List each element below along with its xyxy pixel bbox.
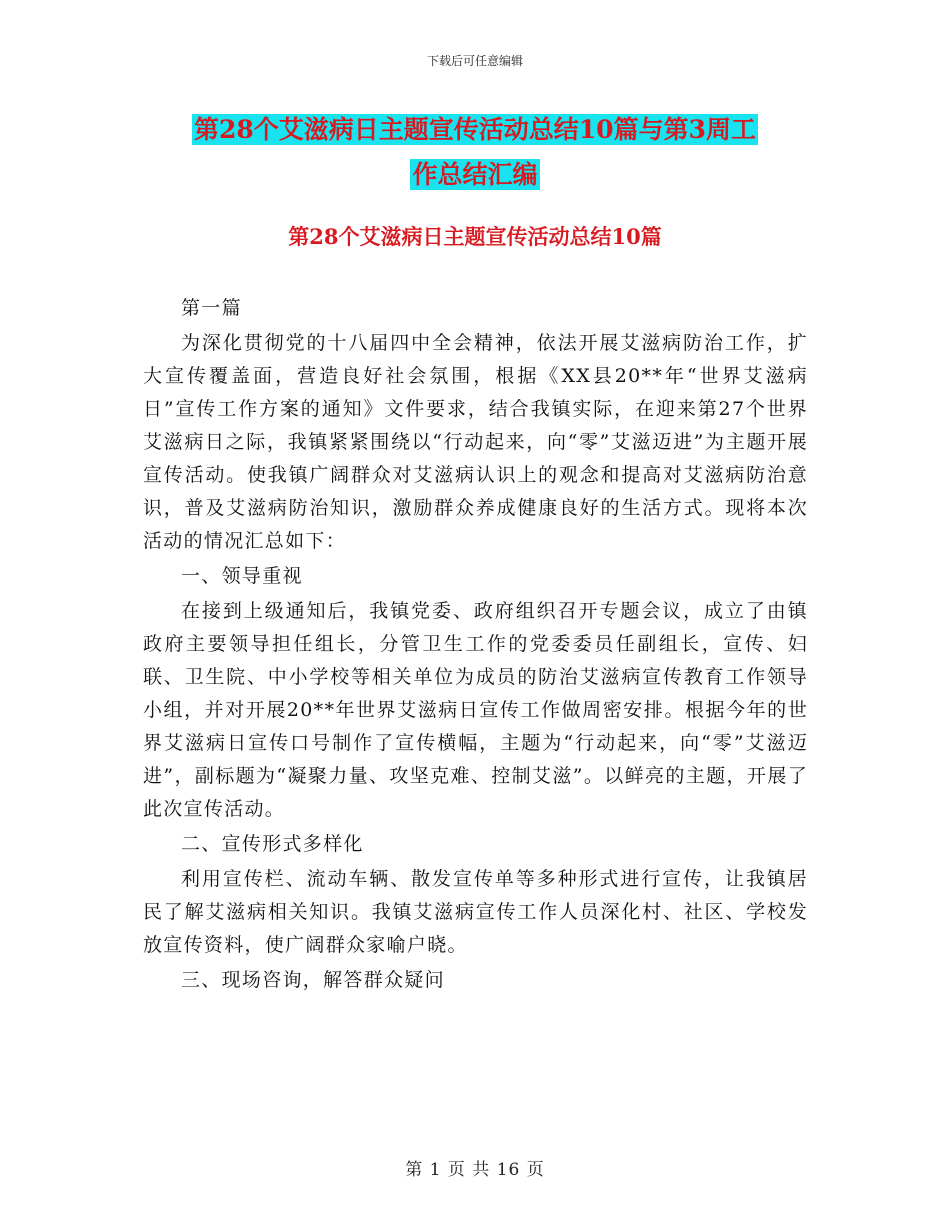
paragraph-leadership: 在接到上级通知后，我镇党委、政府组织召开专题会议，成立了由镇政府主要领导担任组长，分管卫生工作的党委委员任副组长，宣传、妇联、卫生院、中小学校等相关单位为成员的防治艾滋病宣传教育工作领导小组，并对开展20**年世界艾滋病日宣传工作做周密安排。根据今年的世界艾滋病日宣传口号制作了宣传横幅，主题为“行动起来，向“零”艾滋迈进”，副标题为“凝聚力量、攻坚克难、控制艾滋”。以鲜亮的主题，开展了此次宣传活动。: [143, 600, 808, 820]
paragraph-publicity-forms: 利用宣传栏、流动车辆、散发宣传单等多种形式进行宣传，让我镇居民了解艾滋病相关知识。我镇艾滋病宣传工作人员深化村、社区、学校发放宣传资料，使广阔群众家喻户晓。: [143, 868, 808, 956]
page-header-note: 下载后可任意编辑: [426, 54, 523, 68]
paragraph-intro: 为深化贯彻党的十八届四中全会精神，依法开展艾滋病防治工作，扩大宣传覆盖面，营造良好社会氛围，根据《XX县20**年“世界艾滋病日”宣传工作方案的通知》文件要求，结合我镇实际，在迎来第27个世界艾滋病日之际，我镇紧紧围绕以“行动起来，向“零”艾滋迈进”为主题开展宣传活动。使我镇广阔群众对艾滋病认识上的观念和提高对艾滋病防治意识，普及艾滋病防治知识，激励群众养成健康良好的生活方式。现将本次活动的情况汇总如下：: [143, 332, 808, 552]
section-label: 第一篇: [181, 297, 242, 319]
heading-onsite-consultation: 三、现场咨询，解答群众疑问: [181, 969, 445, 991]
heading-publicity-forms: 二、宣传形式多样化: [181, 833, 364, 855]
document-body: [143, 292, 808, 999]
document-title-line-2: 作总结汇编: [412, 160, 538, 189]
document-title-line-1: 第28个艾滋病日主题宣传活动总结10篇与第3周工: [194, 115, 756, 144]
section-subtitle: 第28个艾滋病日主题宣传活动总结10篇: [288, 224, 662, 249]
page-footer: 第 1 页 共 16 页: [405, 1160, 545, 1180]
heading-leadership: 一、领导重视: [181, 565, 303, 587]
